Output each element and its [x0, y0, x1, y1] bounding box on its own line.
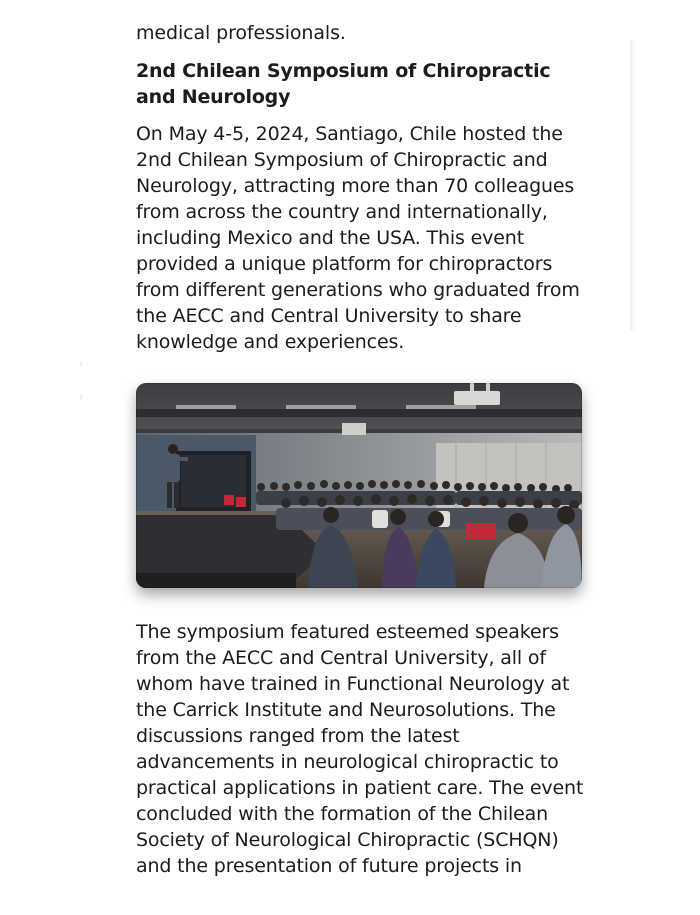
scroll-shadow — [630, 40, 636, 330]
section-title: 2nd Chilean Symposium of Chiropractic and Neurology — [136, 60, 551, 108]
article-paragraph: On May 4-5, 2024, Santiago, Chile hosted the 2nd Chilean Symposium of Chiropractic and Neurology, attracting more than 70 colleagues from across the country and internationally, including Mexico and the USA. This event provided a unique platform for chiropractors from different generations who graduated from the AECC and Central University to share knowledge and experiences. — [136, 123, 580, 353]
edge-mark: ⁾ — [80, 395, 83, 405]
edge-mark: ⁾ — [80, 362, 83, 372]
auditorium-illustration — [136, 383, 582, 588]
article-paragraph: The symposium featured esteemed speakers from the AECC and Central University, all of whom have trained in Functional Neurology at the Carrick Institute and Neurosolutions. The discussions ranged from the latest advancements in neurological chiropractic to practical applications in patient care. The event concluded with the formation of the Chilean Society of Neurological Chiropractic (SCHQN) and the presentation of future projects in — [136, 621, 584, 877]
symposium-photo — [136, 383, 582, 588]
lead-text-fragment: medical professionals. — [136, 22, 346, 44]
